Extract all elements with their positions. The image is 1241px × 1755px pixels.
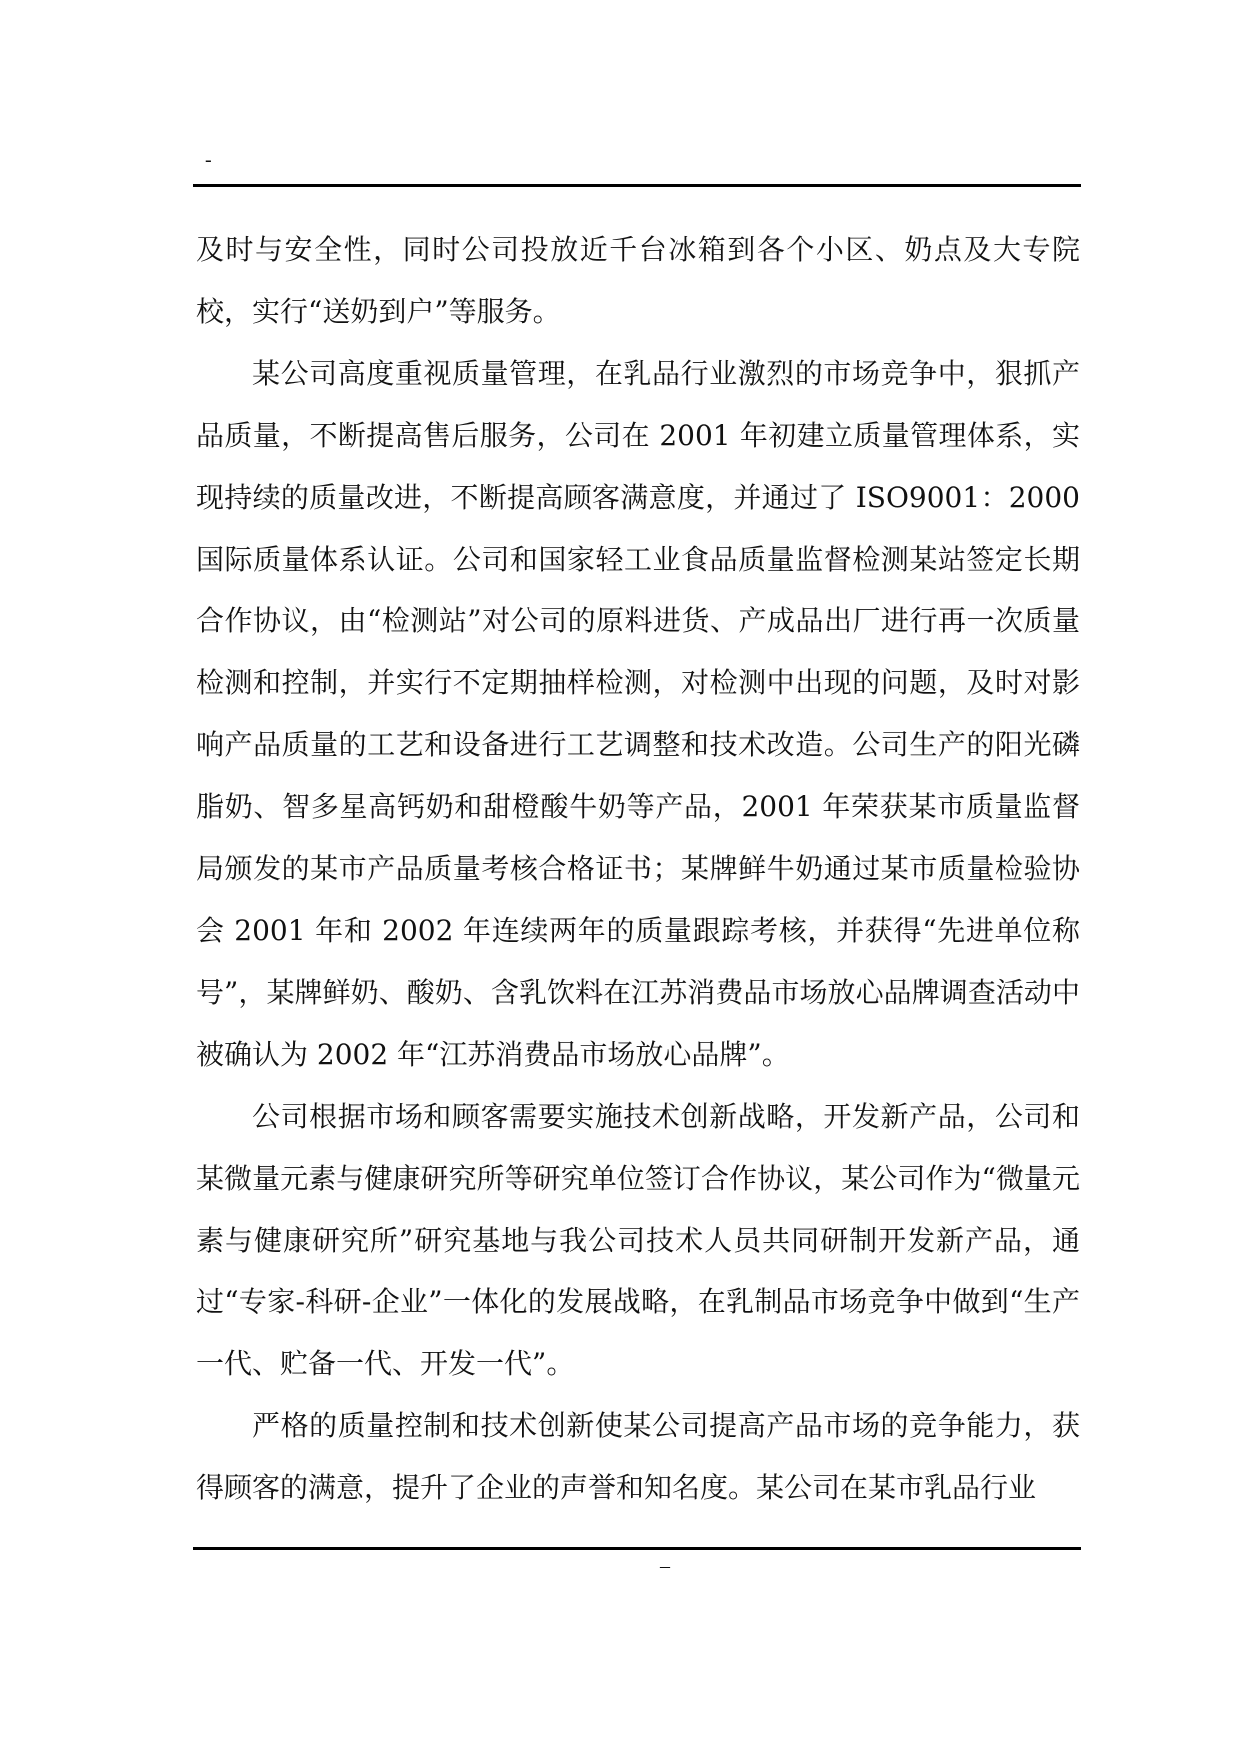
paragraph-1: 及时与安全性，同时公司投放近千台冰箱到各个小区、奶点及大专院校，实行“送奶到户”等服务。: [196, 233, 1080, 328]
paragraph-3: 公司根据市场和顾客需要实施技术创新战略，开发新产品，公司和某微量元素与健康研究所等研究单位签订合作协议，某公司作为“微量元素与健康研究所”研究基地与我公司技术人员共同研制开发新产品，通过“专家-科研-企业”一体化的发展战略，在乳制品市场竞争中做到“生产一代、贮备一代、开发一代”。: [196, 1099, 1080, 1381]
footer-rule: [193, 1547, 1081, 1550]
header-mark: -: [205, 149, 212, 171]
footer-mark: –: [660, 1555, 670, 1577]
paragraph-2: 某公司高度重视质量管理，在乳品行业激烈的市场竞争中，狠抓产品质量，不断提高售后服务，公司在 2001 年初建立质量管理体系，实现持续的质量改进，不断提高顾客满意度，并通过了 ISO9001：2000 国际质量体系认证。公司和国家轻工业食品质量监督检测某站签定长期合作协议，由“检测站”对公司的原料进货、产成品出厂进行再一次质量检测和控制，并实行不定期抽样检测，对检测中出现的问题，及时对影响产品质量的工艺和设备进行工艺调整和技术改造。公司生产的阳光磷脂奶、智多星高钙奶和甜橙酸牛奶等产品，2001 年荣获某市质量监督局颁发的某市产品质量考核合格证书；某牌鲜牛奶通过某市质量检验协会 2001 年和 2002 年连续两年的质量跟踪考核，并获得“先进单位称号”，某牌鲜奶、酸奶、含乳饮料在江苏消费品市场放心品牌调查活动中被确认为 2002 年“江苏消费品市场放心品牌”。: [196, 356, 1080, 1071]
header-rule: [193, 184, 1081, 187]
document-body: [196, 219, 1080, 1519]
paragraph-4: 严格的质量控制和技术创新使某公司提高产品市场的竞争能力，获得顾客的满意，提升了企业的声誉和知名度。某公司在某市乳品行业: [196, 1409, 1080, 1505]
